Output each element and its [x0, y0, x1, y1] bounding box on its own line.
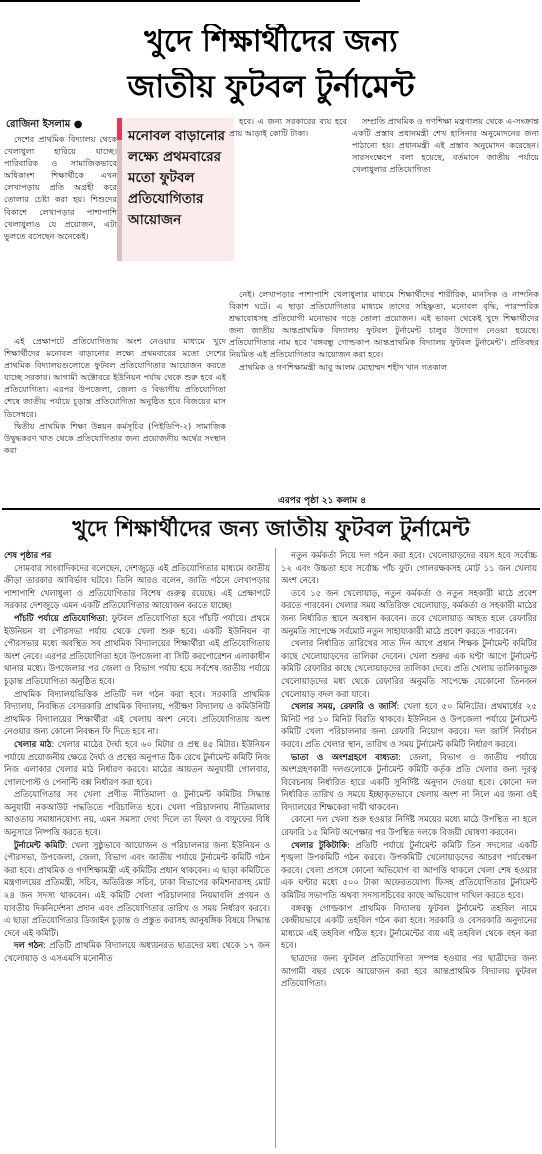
jump-kicker: শেষ পৃষ্ঠার পর [4, 550, 52, 560]
paragraph: খেলার নির্ধারিত তারিখের সাত দিন আগে প্রধান শিক্ষক টুর্নামেন্ট কমিটির কাছে খেলোয়াড়দের তালিকা দেবেন। খেলা শুরুর এক ঘণ্টা আগে টুর্নামেন্ট কমিটি রেফারির কাছে খেলোয়াড়দের তালিকা দেবে। প্রতি খেলায় তালিকাভুক্ত খেলোয়াড়দের মধ্য থেকে রেফারির অনুমতি সাপেক্ষে যেকোনো তিনজন খেলোয়াড় বদল করা যাবে। [281, 638, 537, 699]
byline: রোজিনা ইসলাম ● [6, 119, 83, 130]
subhead: ভাতা ও অংশগ্রহণে বাধ্যতা [291, 751, 399, 762]
paragraph [281, 751, 537, 814]
paragraph: সোমবার সাংবাদিকদের বলেছেন, দেশজুড়ে এই প্রতিযোগিতার মাধ্যমে জাতীয় ক্রীড়া তারকার আবির্ভাব ঘটবে। তিনি আরও বলেন, জাতি গঠনে লেখাপড়ার পাশাপাশি খেলাধুলা ও প্রতিযোগিতার বিশেষ গুরুত্ব রয়েছে। এই প্রেক্ষাপটে সরকার দেশজুড়ে এমন একটি প্রতিযোগিতার আয়োজন করতে যাচ্ছে। [4, 562, 270, 611]
subhead: খেলার মাঠ [14, 738, 52, 749]
pull-quote: মনোবল বাড়ানোর লক্ষ্যে প্রথমবারের মতো ফুটবল প্রতিযোগিতার আয়োজন [128, 128, 225, 228]
column-3-4-bottom [229, 288, 539, 506]
paragraph-text: : ফুটবল প্রতিযোগিতা হবে পাঁচটি পর্যায়ে। প্রথমে ইউনিয়ন বা পৌরসভা পর্যায় থেকে খেলা শুরু হবে। একটি ইউনিয়ন বা পৌরসভার মধ্যে অবস্থিত সব প্রাথমিক বিদ্যালয়ের শিক্ষার্থীরা এই প্রতিযোগিতায় অংশ নেবে। এরপর প্রতিযোগিতা হবে উপজেলা বা সিটি করপোরেশন এলাকাধীন থানার মধ্যে। উপজেলার পর জেলা ও বিভাগ পর্যায় হয়ে সর্বশেষ জাতীয় পর্যায়ে চূড়ান্ত প্রতিযোগিতা অনুষ্ঠিত হবে। [4, 612, 270, 686]
paragraph: প্রতিযোগিতার সব খেলা প্রণীত নীতিমালা ও টুর্নামেন্ট কমিটির সিদ্ধান্ত অনুযায়ী নকআউট পদ্ধতিতে পরিচালিত হবে। খেলা পরিচালনায় নীতিমালার আওতায় সমাধানযোগ্য নয়, এমন সমস্যা দেখা দিলে তা ফিফা ও বাফুফের বিধি অনুসারে নিষ্পত্তি করতে হবে। [4, 789, 270, 838]
paragraph-text: : খেলার মাঠের দৈর্ঘ্য হবে ৬০ মিটার ও প্রস্থ ৪৫ মিটার। ইউনিয়ন পর্যায়ে প্রয়োজনীয় ক্ষেত্রে দৈর্ঘ্য ও প্রস্থের অনুপাত ঠিক রেখে টুর্নামেন্ট কমিটি নিজ নিজ এলাকার খেলার মাঠ নির্ধারণ করবে। মাঠের আয়তন অনুযায়ী গোলবার, গোলপোস্ট ও পেনাল্টি বক্স নির্ধারণ করা হবে। [4, 738, 270, 787]
top-rule [0, 0, 360, 2]
column-1-bottom [4, 335, 226, 505]
paragraph: এই প্রেক্ষাপটে প্রতিযোগিতায় অংশ নেওয়ার মাধ্যমে খুদে শিক্ষার্থীদের মনোবল বাড়ানোর লক্ষ্যে প্রথমবারের মতো দেশের প্রাথমিক বিদ্যালয়গুলোতে ফুটবল প্রতিযোগিতার আয়োজন করতে যাচ্ছে সরকার। আগামী অক্টোবরে ইউনিয়ন পর্যায় থেকে শুরু হবে এই প্রতিযোগিতা। এরপর উপজেলা, জেলা ও বিভাগীয় প্রতিযোগিতা শেষে জাতীয় পর্যায়ে চূড়ান্ত প্রতিযোগিতা অনুষ্ঠিত হবে বিজয়ের মাস ডিসেম্বরে। [4, 336, 226, 419]
section-separator [2, 508, 540, 510]
paragraph [4, 738, 270, 788]
paragraph: প্রাথমিক ও গণশিক্ষামন্ত্রী আবু আলম মোহাম্মদ শহীদ খান গতকাল [239, 361, 448, 372]
paragraph [4, 939, 270, 964]
paragraph: প্রাথমিক বিদ্যালয়ভিত্তিক প্রতিটি দল গঠন করা হবে। সরকারি প্রাথমিক বিদ্যালয়, নিবন্ধিত বেসরকারি প্রাথমিক বিদ্যালয়, পরীক্ষণ বিদ্যালয় ও কমিউনিটি প্রাথমিক বিদ্যালয়ের শিক্ষার্থীরা এই খেলায় অংশ নেবে। প্রতিযোগিতায় অংশ নেওয়ার জন্য কোনো নিবন্ধন ফি দিতে হবে না। [4, 688, 270, 737]
continued-note: এরপর পৃষ্ঠা ২১ কলাম ৪ [276, 493, 368, 508]
paragraph-text: : খেলা সুষ্ঠুভাবে আয়োজন ও পরিচালনার জন্য ইউনিয়ন ও পৌরসভা, উপজেলা, জেলা, বিভাগ এবং জাতীয় পর্যায়ে টুর্নামেন্ট কমিটি গঠন করা হবে। প্রাথমিক ও গণশিক্ষামন্ত্রী এই কমিটির প্রধান থাকবেন। এ ছাড়া কমিটিতে মন্ত্রণালয়ের প্রতিমন্ত্রী, সচিব, অতিরিক্ত সচিব, ঢাকা বিভাগের কমিশনারসহ মোট ২৪ জন সদস্য থাকবেন। এই কমিটি খেলা পরিচালনার নিয়মাবলি প্রণয়ন ও যাবতীয় দিকনির্দেশনা প্রদান এবং প্রতিযোগিতার তারিখ ও সময় নির্ধারণ করবে। এ ছাড়া প্রতিযোগিতার ডিজাইন চূড়ান্ত ও প্রস্তুত করাসহ আনুষঙ্গিক বিষয়ে সিদ্ধান্ত দেবে এই কমিটি। [4, 839, 270, 938]
paragraph: ছাত্রদের জন্য ফুটবল প্রতিযোগিতা সম্পন্ন হওয়ার পর ছাত্রীদের জন্য আগামী বছর থেকে আয়োজন করা হবে আন্তপ্রাথমিক বিদ্যালয় ফুটবল প্রতিযোগিতা। [281, 953, 537, 989]
paragraph-text: : প্রতিটি পর্যায়ে টুর্নামেন্ট কমিটি তিন সদস্যের একটি শৃঙ্খলা উপকমিটি গঠন করবে। উপকমিটি খেলোয়াড়দের আচরণ পর্যবেক্ষণ করবে। খেলা প্রসঙ্গে কোনো অভিযোগ বা আপত্তি থাকলে খেলা শেষ হওয়ার এক ঘণ্টার মধ্যে ৫০০ টাকা অফেরতযোগ্য ফিসহ প্রতিযোগিতার টুর্নামেন্ট কমিটির সভাপতি অথবা সদস্যসচিবের কাছে অভিযোগ দাখিল করতে হবে। [281, 839, 537, 901]
subhead: পাঁচটি পর্যায়ে প্রতিযোগিতা [14, 612, 105, 623]
jump-column-left [4, 549, 270, 1149]
paragraph [281, 839, 537, 902]
column-4-top [352, 115, 539, 285]
jump-column-right [281, 549, 537, 1149]
column-divider [275, 548, 276, 1148]
paragraph [4, 612, 270, 688]
paragraph: নেই। লেখাপড়ার পাশাপাশি খেলাধুলার মাধ্যমে শিক্ষার্থীদের শারীরিক, মানসিক ও নান্দনিক বিকাশ ঘটে। এ ছাড়া প্রতিযোগিতার মাধ্যমে তাদের সহিষ্ণুতা, মনোবল বৃদ্ধি, পারস্পরিক শ্রদ্ধাবোধসহ প্রতিযোগী মনোভাব গড়ে তোলা প্রয়োজন। এই ভাবনা থেকেই খুদে শিক্ষার্থীদের জন্য জাতীয় আন্তপ্রাথমিক বিদ্যালয় ফুটবল টুর্নামেন্ট চালুর উদ্যোগ নেওয়া হয়েছে। প্রতিযোগিতার নাম হবে 'বঙ্গবন্ধু গোল্ডকাপ আন্তপ্রাথমিক বিদ্যালয় ফুটবল টুর্নামেন্ট'। প্রতিবছর নিয়মিত এই প্রতিযোগিতার আয়োজন করা হবে। [229, 289, 539, 360]
paragraph: বঙ্গবন্ধু গোল্ডকাপ প্রাথমিক বিদ্যালয় ফুটবল টুর্নামেন্ট তহবিল নামে কেন্দ্রীয়ভাবে একটি তহবিল গঠন করা হবে। সরকারি ও বেসরকারি অনুদানের মাধ্যমে এই তহবিল গঠিত হবে। টুর্নামেন্টের ব্যয় এই তহবিল থেকে বহন করা হবে। [281, 902, 537, 951]
subhead: খেলার টুকিটাকি [291, 839, 348, 850]
pull-quote-box [117, 118, 234, 261]
pull-quote-accent [117, 118, 122, 140]
paragraph [4, 839, 270, 940]
column-3-top [229, 115, 347, 285]
paragraph-text: : প্রতিটি প্রাথমিক বিদ্যালয়ে অধ্যয়নরত ছাত্রদের মধ্য থেকে ১৭ জন খেলোয়াড় ও এসএমসি মনোনীত [4, 940, 270, 963]
paragraph: কোনো দল খেলা শুরু হওয়ার নির্দিষ্ট সময়ের মধ্যে মাঠে উপস্থিত না হলে রেফারি ১৫ মিনিট অপেক্ষার পর উপস্থিত দলকে বিজয়ী ঘোষণা করবেন। [281, 814, 537, 838]
paragraph: নতুন কর্মকর্তা নিয়ে দল গঠন করা হবে। খেলোয়াড়দের বয়স হবে সর্বোচ্চ ১২ এবং উচ্চতা হবে সর্বোচ্চ পাঁচ ফুট। গোলরক্ষকসহ মোট ১১ জন খেলায় অংশ নেবে। [281, 550, 537, 586]
paragraph: সম্প্রতি প্রাথমিক ও গণশিক্ষা মন্ত্রণালয় থেকে এ-সংক্রান্ত একটি প্রস্তাব প্রধানমন্ত্রী শেখ হাসিনার অনুমোদনের জন্য পাঠানো হয়। প্রধানমন্ত্রী এই প্রস্তাব অনুমোদন করেছেন। সারসংক্ষেপে বলা হয়েছে, বর্তমানে জাতীয় পর্যায়ে খেলাধুলার প্রতিযোগিতা [352, 116, 539, 175]
paragraph [281, 700, 537, 750]
column-1-top [4, 133, 117, 333]
paragraph: দ্বিতীয় প্রাথমিক শিক্ষা উন্নয়ন কর্মসূচির (পিইডিপি-২) সামাজিক উদ্বুদ্ধকরণ খাত থেকে প্রতিযোগিতার জন্য প্রয়োজনীয় অর্থের সংস্থান করা [4, 420, 226, 455]
paragraph-text: : খেলা হবে ৫০ মিনিটের। প্রথমার্ধের ২৫ মিনিট পর ১০ মিনিট বিরতি থাকবে। ইউনিয়ন ও উপজেলা পর্যায়ে টুর্নামেন্ট কমিটি খেলা পরিচালনার জন্য রেফারি নিয়োগ করবে। দল জার্সি নির্বাচন করবে। প্রতি খেলার স্থান, তারিখ ও সময় টুর্নামেন্ট কমিটি নির্ধারণ করবে। [281, 701, 537, 749]
subhead: দল গঠন [14, 940, 44, 951]
headline-line-1: খুদে শিক্ষার্থীদের জন্য [144, 24, 398, 59]
subhead: টুর্নামেন্ট কমিটি [14, 839, 65, 850]
paragraph: দেশের প্রাথমিক বিদ্যালয় থেকে খেলাধুলা হারিয়ে যাচ্ছে। পারিবারিক ও সামাজিকভাবে অধিকাংশ শিক্ষার্থীকে এখন লেখাপড়ায় প্রতি অগ্রহী করে তোলার চেষ্টা করা হয়। শিশুদের বিকাশে লেখাপড়ার পাশাপাশি খেলাধুলাও যে প্রয়োজন, এটা ভুলতে বসেছেন অনেকেই। [4, 134, 117, 241]
paragraph: তবে ১৫ জন খেলোয়াড়, নতুন কর্মকর্তা ও নতুন সহকারী মাঠে প্রবেশ করতে পারবেন। খেলার সময় অতিরিক্ত খেলোয়াড়, কর্মকর্তা ও সহকারী মাঠের জন্য নির্ধারিত স্থানে অবস্থান করবেন। তবে খেলোয়াড় আহত হলে রেফারির অনুমতি সাপেক্ষে সর্বমোট নতুন সাহায্যকারী মাঠে প্রবেশ করতে পারবেন। [281, 587, 537, 636]
paragraph: হবে। এ জন্য সরকারের ব্যয় হবে প্রায় আড়াই কোটি টাকা। [229, 116, 347, 139]
jump-headline: খুদে শিক্ষার্থীদের জন্য জাতীয় ফুটবল টুর্নামেন্ট [72, 517, 470, 542]
subhead: খেলার সময়, রেফারি ও জার্সি [291, 701, 397, 712]
headline-line-2: জাতীয় ফুটবল টুর্নামেন্ট [127, 69, 415, 105]
paragraph-text: : জেলা, বিভাগ ও জাতীয় পর্যায়ে অংশগ্রহণকারী দলগুলোকে টুর্নামেন্ট কমিটি কর্তৃক প্রতি খেলার জন্য দূরত্ব বিবেচনায় নির্ধারিত হারে একটি সুনির্দিষ্ট অনুদান দেওয়া হবে। কোনো দল নির্ধারিত তারিখ ও সময়ে ইচ্ছাকৃতভাবে খেলায় অংশ না নিলে এর জন্য ওই বিদ্যালয়ের শিক্ষকেরা দায়ী থাকবেন। [281, 751, 537, 812]
